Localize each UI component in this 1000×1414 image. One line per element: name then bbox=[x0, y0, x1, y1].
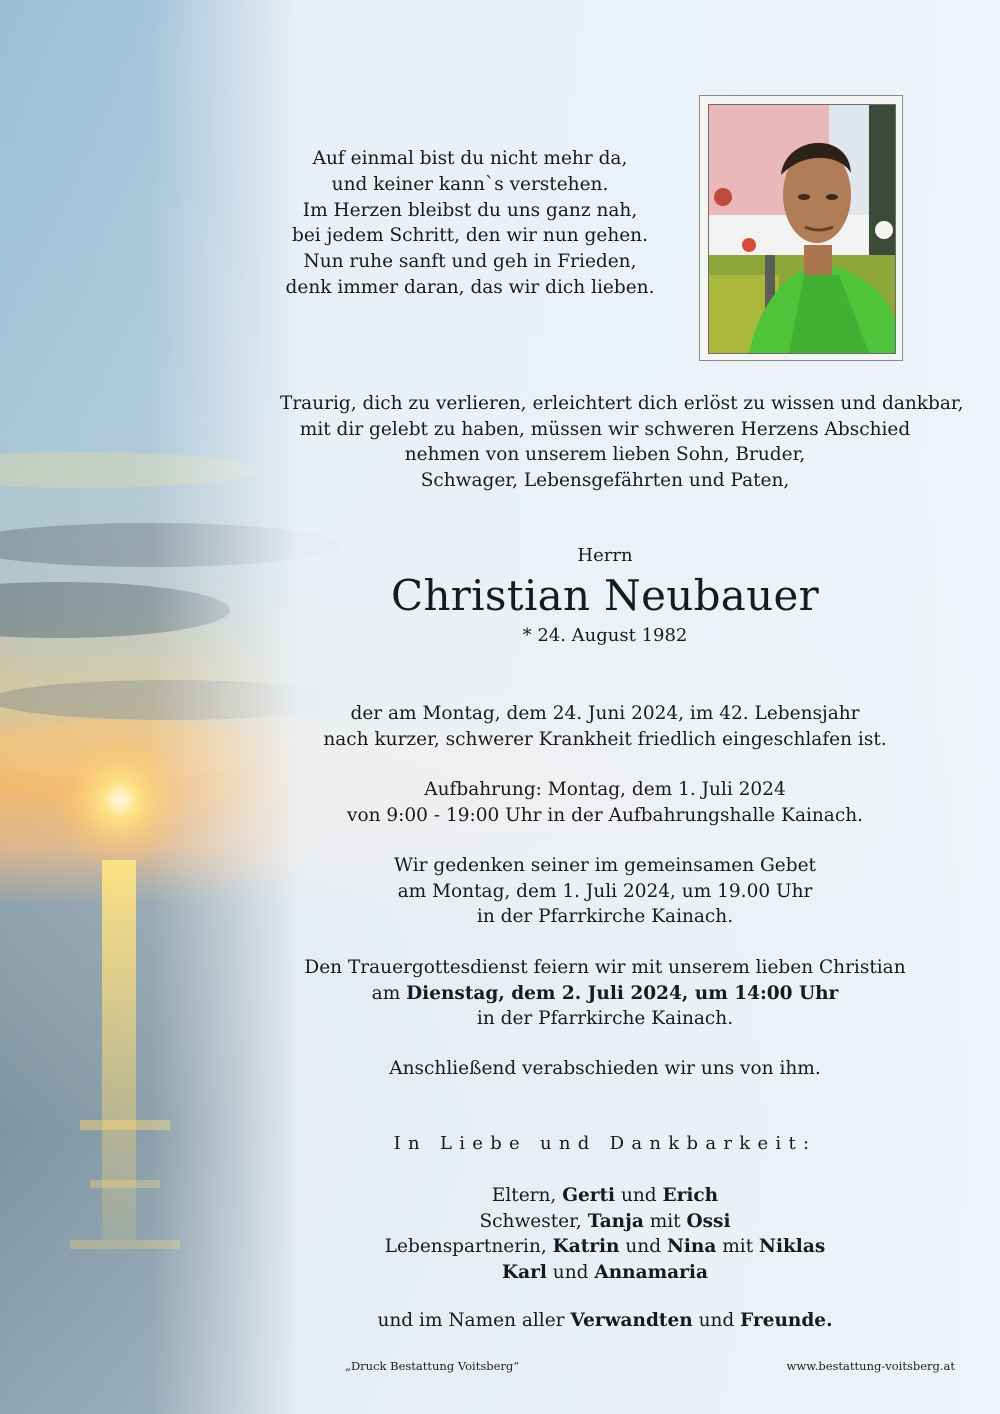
birth-date: * 24. August 1982 bbox=[522, 625, 688, 646]
thanks-heading: In Liebe und Dankbarkeit: bbox=[393, 1133, 817, 1154]
viewing-line: Aufbahrung: Montag, dem 1. Juli 2024 bbox=[424, 779, 786, 800]
poem-line: bei jedem Schritt, den wir nun gehen. bbox=[292, 225, 648, 247]
closing-line: und im Namen aller Verwandten und Freunde. bbox=[377, 1310, 833, 1331]
farewell-text bbox=[300, 1056, 910, 1082]
service-date-time: Dienstag, dem 2. Juli 2024, um 14:00 Uhr bbox=[406, 982, 839, 1004]
poem-line: Auf einmal bist du nicht mehr da, bbox=[312, 148, 628, 169]
mourners-others: Karl und Annamaria bbox=[502, 1261, 708, 1283]
service-line: in der Pfarrkirche Kainach. bbox=[476, 1008, 734, 1029]
viewing-info bbox=[300, 777, 910, 828]
mourners-partner: Lebenspartnerin, Katrin und Nina mit Niklas bbox=[384, 1236, 826, 1257]
service-prefix: am bbox=[371, 982, 401, 1004]
intro-line: mit dir gelebt zu haben, müssen wir schweren Herzens Abschied bbox=[299, 418, 911, 440]
poem-line: Im Herzen bleibst du uns ganz nah, bbox=[302, 199, 638, 221]
death-line: der am Montag, dem 24. Juni 2024, im 42. Lebensjahr bbox=[350, 703, 860, 724]
portrait-photo bbox=[708, 104, 896, 354]
death-line: nach kurzer, schwerer Krankheit friedlich eingeschlafen ist. bbox=[323, 728, 887, 750]
website-link[interactable]: www.bestattung-voitsberg.at bbox=[786, 1359, 955, 1373]
portrait-frame bbox=[699, 95, 903, 361]
mourners-list bbox=[330, 1183, 880, 1285]
prayer-info bbox=[300, 853, 910, 930]
deceased-name: Christian Neubauer bbox=[391, 571, 819, 620]
prayer-line: in der Pfarrkirche Kainach. bbox=[476, 906, 734, 927]
viewing-line: von 9:00 - 19:00 Uhr in der Aufbahrungshalle Kainach. bbox=[347, 804, 863, 826]
prayer-line: am Montag, dem 1. Juli 2024, um 19.00 Uhr bbox=[397, 880, 813, 902]
service-line: Den Trauergottesdienst feiern wir mit unserem lieben Christian bbox=[304, 957, 906, 978]
farewell-line: Anschließend verabschieden wir uns von ihm. bbox=[389, 1058, 821, 1079]
memorial-poem bbox=[250, 146, 690, 301]
mourners-sister: Schwester, Tanja mit Ossi bbox=[479, 1210, 731, 1232]
intro-line: Traurig, dich zu verlieren, erleichtert dich erlöst zu wissen und dankbar, bbox=[280, 393, 964, 414]
printer-credit: „Druck Bestattung Voitsberg“ bbox=[345, 1359, 520, 1373]
intro-line: Schwager, Lebensgefährten und Paten, bbox=[420, 469, 790, 491]
poem-line: Nun ruhe sanft und geh in Frieden, bbox=[303, 251, 637, 273]
intro-line: nehmen von unserem lieben Sohn, Bruder, bbox=[404, 444, 806, 465]
mourners-parents: Eltern, Gerti und Erich bbox=[491, 1185, 719, 1206]
poem-line: denk immer daran, das wir dich lieben. bbox=[285, 276, 655, 298]
service-line bbox=[300, 981, 910, 1007]
poem-line: und keiner kann`s verstehen. bbox=[331, 173, 609, 195]
intro-text bbox=[280, 391, 964, 493]
prayer-line: Wir gedenken seiner im gemeinsamen Gebet bbox=[394, 855, 816, 876]
salutation: Herrn bbox=[577, 545, 633, 566]
funeral-service-info bbox=[300, 955, 910, 1032]
death-notice bbox=[300, 701, 910, 752]
